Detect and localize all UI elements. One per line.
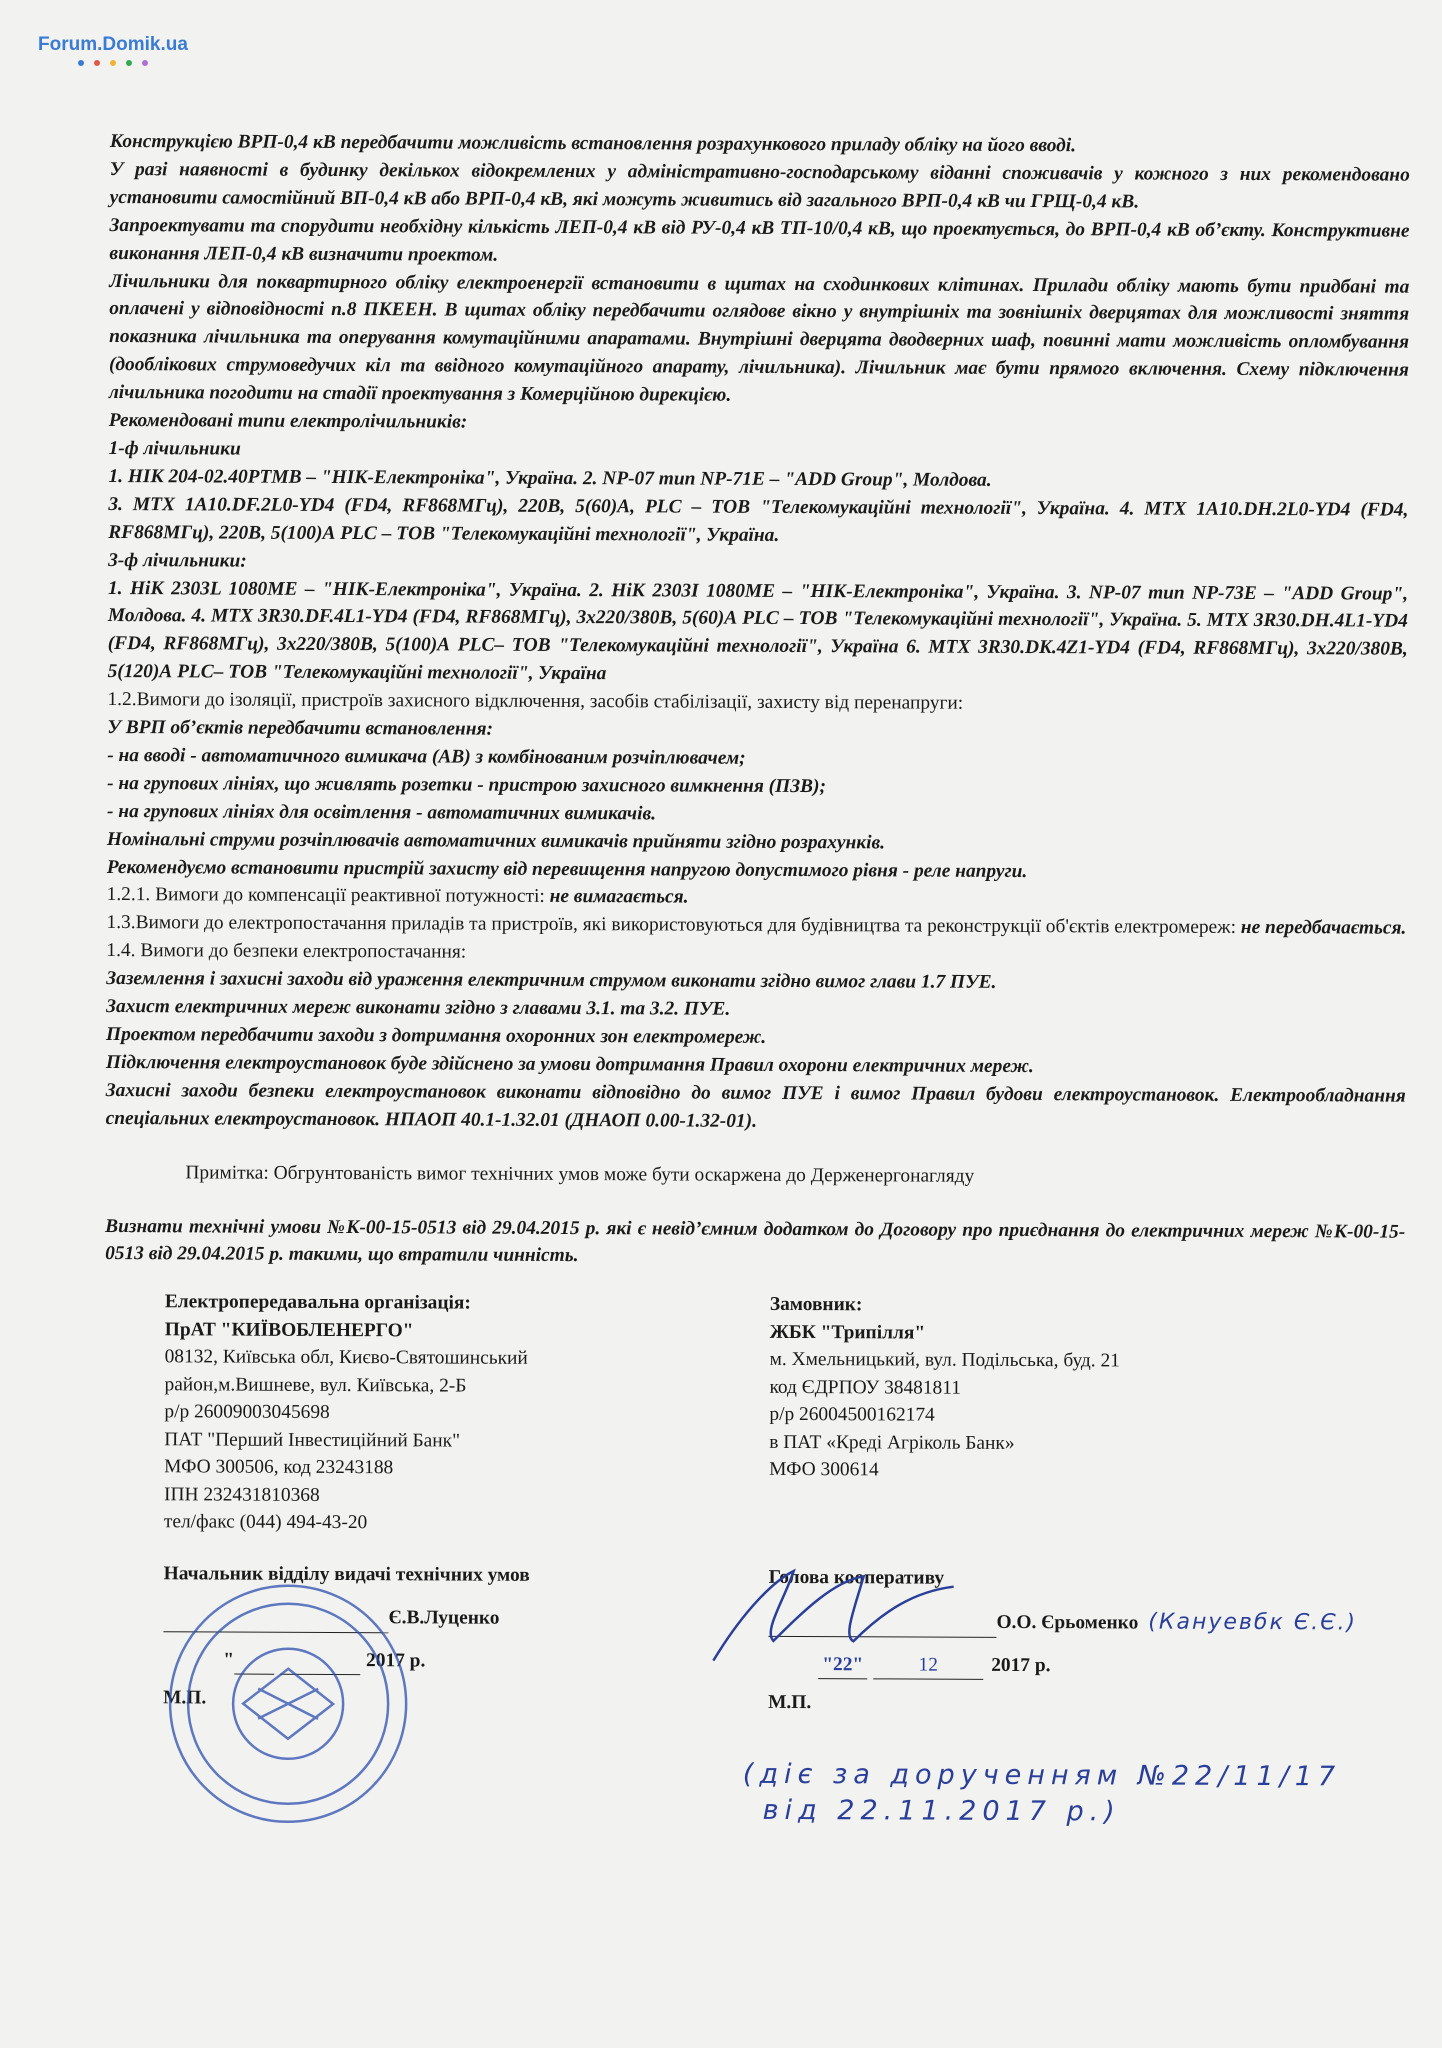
customer-heading: Замовник:	[769, 1294, 863, 1316]
watermark-dot	[142, 60, 148, 66]
supplier-heading: Електропередавальна організація:	[164, 1291, 471, 1314]
supplier-date-year: 2017 р.	[366, 1649, 426, 1672]
doc-paragraph: - на групових лініях для освітлення - автоматичних вимикачів.	[106, 800, 657, 825]
doc-paragraph: - на вводі - автоматичного вимикача (АВ) з комбінованим розчіплювачем;	[107, 744, 746, 769]
watermark-dot	[78, 60, 84, 66]
doc-paragraph: Підключення електроустановок буде здійснено за умови дотримання Правил охорони електричних мереж.	[105, 1051, 1034, 1077]
doc-paragraph: Запроектувати та спорудити необхідну кількість ЛЕП-0,4 кВ від РУ-0,4 кВ ТП-10/0,4 кВ, що проектується, до ВРП-0,4 кВ об’єкту. Конструктивне виконання ЛЕП-0,4 кВ визначити проектом.	[109, 214, 1410, 266]
doc-paragraph: 1.2.Вимоги до ізоляції, пристроїв захисного відключення, засобів стабілізації, захисту від перенапруги:	[107, 689, 964, 714]
doc-paragraph: 1.4. Вимоги до безпеки електропостачання:	[106, 940, 467, 963]
doc-paragraph: Захисні заходи безпеки електроустановок виконати відповідно до вимог ПУЕ і вимог Правил будови електроустановок. Електрообладнання спеціальних електроустановок. НПАОП 40.1-1.32.01 (ДНАОП 0.00-1.32-01).	[105, 1079, 1406, 1132]
company-stamp	[163, 1579, 414, 1830]
signature-block	[103, 1288, 1405, 1828]
doc-paragraph: У ВРП об’єктів передбачити встановлення:	[107, 717, 493, 740]
customer-date-year: 2017 р.	[991, 1654, 1051, 1676]
watermark-dot	[94, 60, 100, 66]
doc-paragraph: - на групових лініях, що живлять розетки - пристрою захисного вимкнення (ПЗВ);	[107, 772, 826, 797]
watermark-dot	[126, 60, 132, 66]
doc-paragraph: У разі наявності в будинку декількох відокремлених у адміністративно-господарському віданні споживачів у кожного з них рекомендовано установити самостійний ВП-0,4 кВ або ВРП-0,4 кВ, які можуть живитись від загального ВРП-0,4 кВ чи ГРЩ-0,4 кВ.	[109, 158, 1410, 213]
final-statement: Визнати технічні умови №К-00-15-0513 від 29.04.2015 р. які є невід’ємним додатком до Договору про приєднання до електричних мереж №К-00-15-0513 від 29.04.2015 р. такими, що втратили чинність.	[105, 1215, 1406, 1267]
watermark-dot	[110, 60, 116, 66]
customer-bank: в ПАТ «Креді Агріколь Банк»	[769, 1431, 1015, 1454]
doc-paragraph: Лічильники для поквартирного обліку електроенергії встановити в щитах на сходинкових клітинах. Прилади обліку мають бути придбані та оплачені у відповідності п.8 ПКЕЕН. В щитах обліку передбачити оглядове вікно у внутрішніх та зовнішніх дверцятах для можливості зняття показника лічильника та оперування комутаційними апаратами. Внутрішні дверцята дводверних шаф, повинні мати можливість опломбування (дооблікових струмоведучих кіл та ввідного комутаційного апарату, лічильника). Лічильник має бути прямого включення. Схему підключення лічильника погодити на стадії проектування з Комерційною дирекцією.	[108, 270, 1410, 406]
doc-paragraph: 1. НіК 2303L 1080МЕ – "НІК-Електроніка", Україна. 2. НіК 2303І 1080МЕ – "НІК-Електроніка", Україна. 3. NP-07 тип NP-73Е – "ADD Group", Молдова. 4. МТХ 3R30.DF.4L1-YD4 (FD4, RF868МГц), 3х220/380В, 5(60)А PLC – ТОВ "Телекомукаційні технології", Україна. 5. МТХ 3R30.DH.4L1-YD4 (FD4, RF868МГц), 3х220/380В, 5(100)А PLC– ТОВ "Телекомукаційні технології", Україна 6. МТХ 3R30.DK.4Z1-YD4 (FD4, RF868МГц), 3х220/380В, 5(120)А PLC– ТОВ "Телекомукаційні технології", Україна	[107, 577, 1409, 685]
supplier-mfo: МФО 300506, код 23243188	[164, 1456, 394, 1479]
paragraph-value: не вимагається.	[549, 886, 689, 909]
doc-paragraph: Проектом передбачити заходи з дотримання охоронних зон електромереж.	[105, 1023, 767, 1048]
customer-handwritten-name: (Кануевбк Є.Є.)	[1148, 1609, 1358, 1636]
doc-paragraph: 3-ф лічильники:	[108, 549, 247, 572]
doc-paragraph: Заземлення і захисні заходи від ураження електричним струмом виконати згідно вимог глави 1.7 ПУЕ.	[106, 968, 997, 994]
doc-paragraph: Рекомендовані типи електролічильників:	[108, 410, 468, 433]
customer-date-month: 12	[873, 1651, 983, 1680]
supplier-phone: тел/факс (044) 494-43-20	[163, 1511, 368, 1534]
customer-signature	[703, 1551, 964, 1672]
note-line: Примітка: Обгрунтованість вимог технічних умов може бути оскаржена до Держенергонагляду	[185, 1161, 975, 1187]
customer-date-day: "22"	[818, 1651, 867, 1680]
customer-mp: М.П.	[768, 1692, 812, 1714]
supplier-company: ПрАТ "КИЇВОБЛЕНЕРГО"	[164, 1319, 414, 1342]
doc-paragraph: 1-ф лічильники	[108, 437, 241, 460]
watermark-text: Forum.Domik.ua	[38, 34, 188, 55]
customer-edrpou: код ЄДРПОУ 38481811	[769, 1376, 961, 1399]
supplier-address-2: район,м.Вишневе, вул. Київська, 2-Б	[164, 1374, 467, 1397]
paragraph-value: не передбачається.	[1240, 917, 1407, 940]
doc-paragraph: Захист електричних мереж виконати згідно з главами 3.1. та 3.2. ПУЕ.	[106, 996, 731, 1020]
doc-paragraph: 3. МТХ 1А10.DF.2L0-YD4 (FD4, RF868МГц), 220В, 5(60)А, PLC – ТОВ "Телекомукаційні технології", Україна. 4. МТХ 1А10.DH.2L0-YD4 (FD4, RF868МГц), 220В, 5(100)А PLC – ТОВ "Телекомукаційні технології", Україна.	[108, 493, 1409, 546]
customer-account: р/р 26004500162174	[769, 1404, 935, 1426]
supplier-ipn: ІПН 232431810368	[163, 1484, 320, 1506]
customer-mfo: МФО 300614	[769, 1459, 879, 1481]
requirements-body	[106, 128, 1410, 1138]
document-sheet	[103, 128, 1410, 1828]
doc-paragraph: 1. НІК 204-02.40РТМВ – "НІК-Електроніка", Україна. 2. NP-07 тип NP-71Е – "ADD Group", Молдова.	[108, 465, 992, 491]
handwritten-note-line-2: від 22.11.2017 р.)	[762, 1794, 1121, 1828]
customer-address: м. Хмельницький, вул. Подільська, буд. 21	[769, 1349, 1120, 1372]
handwritten-power-of-attorney	[743, 1761, 1342, 1827]
doc-paragraph: Номінальні струми розчіплювачів автоматичних вимикачів прийняти згідно розрахунків.	[106, 828, 886, 854]
customer-position: Голова кооперативу	[768, 1566, 945, 1589]
doc-paragraph: Рекомендуємо встановити пристрій захисту від перевищення напругою допустимого рівня - реле напруги.	[106, 856, 1028, 882]
doc-paragraph: Конструкцією ВРП-0,4 кВ передбачити можливість встановлення розрахункового приладу обліку на його вводі.	[109, 130, 1077, 157]
site-watermark	[38, 34, 188, 56]
paragraph-lead: 1.2.1. Вимоги до компенсації реактивної потужності:	[106, 884, 550, 908]
customer-company: ЖБК "Трипілля"	[769, 1321, 926, 1344]
supplier-position: Начальник відділу видачі технічних умов	[163, 1563, 530, 1586]
watermark-dots	[78, 60, 148, 66]
supplier-account: р/р 26009003045698	[164, 1401, 330, 1424]
customer-signer: О.О. Єрьоменко	[996, 1612, 1139, 1634]
supplier-mp: М.П.	[163, 1687, 207, 1709]
handwritten-note-line-1: (діє за дорученням №22/11/17	[742, 1759, 1342, 1793]
paragraph-lead: 1.3.Вимоги до електропостачання приладів та пристроїв, які використовуються для будівництва та реконструкції об'єктів електромереж:	[106, 912, 1241, 939]
supplier-signer: Є.В.Луценко	[388, 1607, 500, 1630]
supplier-date-quote: "	[223, 1649, 235, 1671]
supplier-address-1: 08132, Київська обл, Києво-Святошинський	[164, 1346, 528, 1370]
supplier-bank: ПАТ "Перший Інвестиційний Банк"	[164, 1429, 461, 1452]
